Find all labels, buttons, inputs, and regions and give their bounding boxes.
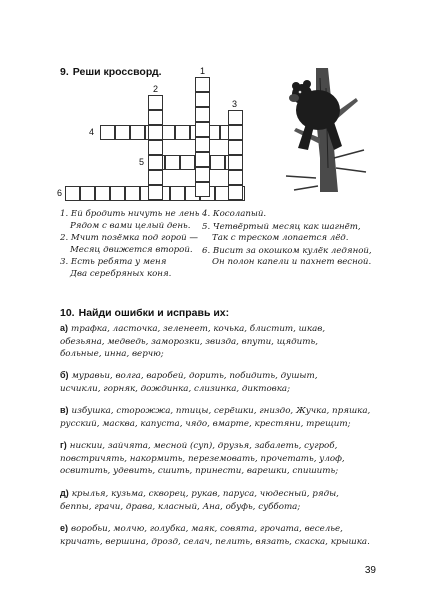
exercise-item xyxy=(60,487,380,513)
exercise-item xyxy=(60,369,380,395)
exercise-line: освитить, удевить, сшить, принести, варешки, спишить; xyxy=(60,466,339,477)
crossword-cell[interactable] xyxy=(115,125,130,140)
crossword-cell[interactable] xyxy=(195,122,210,137)
exercise-item xyxy=(60,322,380,361)
exercise-line: повстричять, накормить, переземовать, прочетать, улоф, xyxy=(60,453,345,464)
clue-line: Месяц движется второй. xyxy=(70,244,193,255)
crossword-number-2: 2 xyxy=(153,84,159,94)
crossword-cell[interactable] xyxy=(195,137,210,152)
task-9-number: 9. xyxy=(60,66,69,78)
bear-on-tree-illustration xyxy=(276,68,376,192)
crossword-cell[interactable] xyxy=(175,125,190,140)
exercise-line: в) избушка, сторожжа, птицы, серёшки, гниздо, Жучка, пряшка, xyxy=(60,405,371,416)
crossword-cell[interactable] xyxy=(148,155,163,170)
exercise-line: кричать, вершина, дрозд, селач, пелить, вязать, скаска, крышка. xyxy=(60,536,370,547)
task-10-number: 10. xyxy=(60,307,75,319)
crossword-cell[interactable] xyxy=(195,182,210,197)
task-10-title xyxy=(60,307,229,319)
crossword-cell[interactable] xyxy=(228,155,243,170)
exercise-line: русский, масква, капуста, чядо, вмарте, крестяни, трещит; xyxy=(60,418,351,429)
clue-line: Он полон капели и пахнет весной. xyxy=(212,257,372,267)
crossword-cell[interactable] xyxy=(228,170,243,185)
page-number: 39 xyxy=(364,565,376,576)
crossword-cell[interactable] xyxy=(195,167,210,182)
exercise-label: д) xyxy=(60,488,69,498)
crossword-cell[interactable] xyxy=(228,185,243,200)
clue-line: 6. Висит за окошком кулёк ледяной, xyxy=(202,245,372,256)
crossword-cell[interactable] xyxy=(228,140,243,155)
clue-line: 1. Ей бродить ничуть не лень xyxy=(60,209,200,219)
clue-line: 2. Мчит позёмка под горой — xyxy=(60,233,199,243)
exercise-line: а) трафка, ласточка, зеленеет, кочька, блистит, шкав, xyxy=(60,323,326,334)
crossword-cell[interactable] xyxy=(148,185,163,200)
crossword-number-5: 5 xyxy=(139,157,145,167)
crossword-number-3: 3 xyxy=(232,99,238,109)
crossword-cell[interactable] xyxy=(125,186,140,201)
clue-line: 4. Косолапый. xyxy=(202,209,267,219)
exercise-label: е) xyxy=(60,523,69,533)
clue-line: Так с треском лопается лёд. xyxy=(212,233,349,243)
crossword-cell[interactable] xyxy=(148,125,163,140)
crossword-cell[interactable] xyxy=(228,125,243,140)
crossword-cell[interactable] xyxy=(110,186,125,201)
crossword-cell[interactable] xyxy=(148,140,163,155)
clue-line: Рядом с вами целый день. xyxy=(70,220,191,231)
crossword-cell[interactable] xyxy=(100,125,115,140)
crossword-cell[interactable] xyxy=(130,125,145,140)
clue-item xyxy=(202,222,392,245)
crossword-cell[interactable] xyxy=(95,186,110,201)
clue-line: 5. Четвёртый месяц как шагнёт, xyxy=(202,221,361,232)
crossword-cell[interactable] xyxy=(195,92,210,107)
crossword-number-4: 4 xyxy=(89,127,95,137)
crossword-cell[interactable] xyxy=(148,95,163,110)
exercise-item xyxy=(60,522,380,548)
exercise-line: исчикли, горняк, дождинка, слизинка, диктовка; xyxy=(60,383,291,394)
crossword-cell[interactable] xyxy=(180,155,195,170)
crossword-cell[interactable] xyxy=(65,186,80,201)
task-10-heading: Найди ошибки и исправь их: xyxy=(78,307,230,319)
exercise-label: а) xyxy=(60,323,69,333)
exercise-item xyxy=(60,439,380,478)
exercise-line: б) муравьи, волга, варобей, дорить, побидить, душыт, xyxy=(60,370,318,381)
clues-right-column xyxy=(202,209,392,270)
clue-line: Два серебряных коня. xyxy=(70,268,172,279)
exercise-item xyxy=(60,404,380,430)
exercise-line: беппы, грачи, драва, класный, Ана, обуфь, суббота; xyxy=(60,501,301,512)
crossword-cell[interactable] xyxy=(195,107,210,122)
crossword-cell[interactable] xyxy=(170,186,185,201)
exercise-label: б) xyxy=(60,370,69,380)
crossword-cell[interactable] xyxy=(210,155,225,170)
crossword-cell[interactable] xyxy=(148,110,163,125)
crossword-cell[interactable] xyxy=(195,152,210,167)
exercise-label: в) xyxy=(60,405,69,415)
clue-item xyxy=(202,246,392,269)
crossword-cell[interactable] xyxy=(148,170,163,185)
exercise-line: больные, инна, верчю; xyxy=(60,349,164,360)
crossword-cell[interactable] xyxy=(80,186,95,201)
task-9-heading: Реши кроссворд. xyxy=(72,66,162,78)
clue-item xyxy=(202,209,392,221)
crossword-number-1: 1 xyxy=(200,66,206,76)
crossword-cell[interactable] xyxy=(165,155,180,170)
crossword-number-6: 6 xyxy=(57,188,63,198)
exercise-line: е) воробьи, молчю, голубка, маяк, совята, грочата, веселье, xyxy=(60,523,343,534)
exercise-label: г) xyxy=(60,440,67,450)
exercise-line: г) нискии, зайчята, месной (суп), друзья, забалеть, сугроб, xyxy=(60,440,338,451)
crossword-cell[interactable] xyxy=(228,110,243,125)
crossword-cell[interactable] xyxy=(195,77,210,92)
exercise-line: обезьяна, медведь, заморозки, звизда, впути, щядить, xyxy=(60,336,318,347)
exercise-line: д) крылья, кузьма, скворец, рукав, паруса, чюдесный, ряды, xyxy=(60,488,339,499)
task-9-title xyxy=(60,66,162,78)
clue-line: 3. Есть ребята у меня xyxy=(60,257,167,267)
